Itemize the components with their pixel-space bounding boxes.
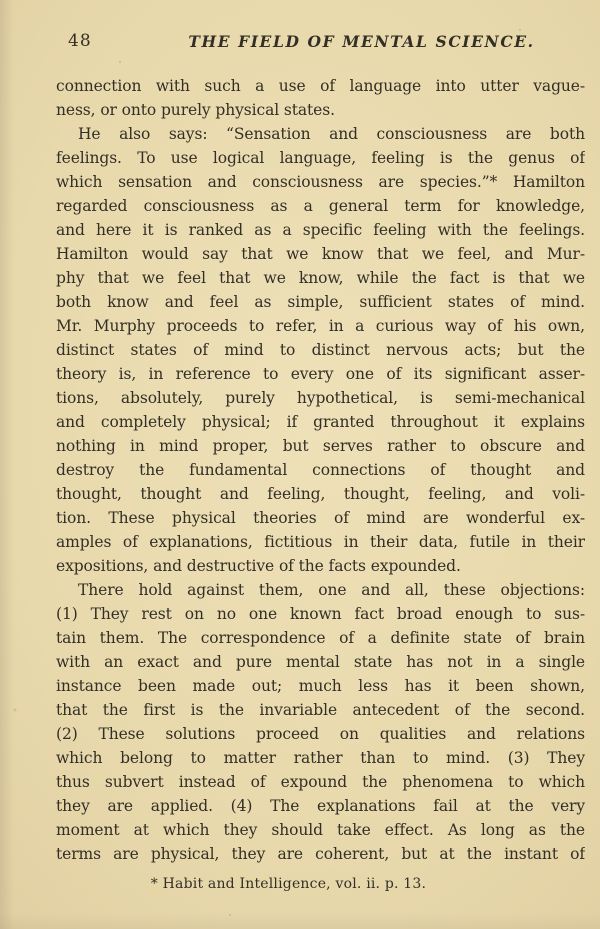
body-line: with an exact and pure mental state has not in a single bbox=[56, 653, 585, 671]
body-line: theory is, in reference to every one of its significant asser- bbox=[56, 365, 585, 383]
body-line: instance been made out; much less has it been shown, bbox=[56, 677, 585, 695]
body-line: ness, or onto purely physical states. bbox=[56, 101, 335, 119]
body-line: which belong to matter rather than to mind. (3) They bbox=[56, 749, 585, 767]
body-line: There hold against them, one and all, these objections: bbox=[78, 581, 585, 599]
page-number: 48 bbox=[68, 31, 92, 51]
running-header bbox=[56, 31, 585, 55]
body-line: regarded consciousness as a general term for knowledge, bbox=[56, 197, 585, 215]
body-lines bbox=[56, 74, 585, 866]
running-head-title: THE FIELD OF MENTAL SCIENCE. bbox=[188, 32, 535, 51]
body-line: and here it is ranked as a specific feeling with the feelings. bbox=[56, 221, 585, 239]
body-line: nothing in mind proper, but serves rather to obscure and bbox=[56, 437, 585, 455]
body-line: He also says: “Sensation and consciousness are both bbox=[78, 125, 585, 143]
body-line: tion. These physical theories of mind are wonderful ex- bbox=[56, 509, 585, 527]
body-line: both know and feel as simple, sufficient states of mind. bbox=[56, 293, 585, 311]
body-line: (1) They rest on no one known fact broad enough to sus- bbox=[56, 605, 585, 623]
body-line: distinct states of mind to distinct nervous acts; but the bbox=[56, 341, 585, 359]
body-line: which sensation and consciousness are species.”* Hamilton bbox=[56, 173, 585, 191]
body-line: (2) These solutions proceed on qualities and relations bbox=[56, 725, 585, 743]
body-line: that the first is the invariable antecedent of the second. bbox=[56, 701, 585, 719]
body-line: thus subvert instead of expound the phenomena to which bbox=[56, 773, 585, 791]
body-line: Mr. Murphy proceeds to refer, in a curious way of his own, bbox=[56, 317, 585, 335]
body-line: thought, thought and feeling, thought, feeling, and voli- bbox=[56, 485, 585, 503]
body-line: terms are physical, they are coherent, but at the instant of bbox=[56, 845, 585, 863]
footnote: * Habit and Intelligence, vol. ii. p. 13. bbox=[150, 876, 427, 892]
body-line: tain them. The correspondence of a definite state of brain bbox=[56, 629, 585, 647]
body-line: tions, absolutely, purely hypothetical, is semi-mechanical bbox=[56, 389, 585, 407]
body-line: they are applied. (4) The explanations fail at the very bbox=[56, 797, 585, 815]
body-line: feelings. To use logical language, feeling is the genus of bbox=[56, 149, 585, 167]
body-line: moment at which they should take effect. As long as the bbox=[56, 821, 585, 839]
body-line: destroy the fundamental connections of thought and bbox=[56, 461, 585, 479]
body-line: Hamilton would say that we know that we feel, and Mur- bbox=[56, 245, 585, 263]
body-line: expositions, and destructive of the facts expounded. bbox=[56, 557, 461, 575]
body-line: connection with such a use of language into utter vague- bbox=[56, 77, 585, 95]
body-line: amples of explanations, fictitious in their data, futile in their bbox=[56, 533, 585, 551]
body-line: phy that we feel that we know, while the fact is that we bbox=[56, 269, 585, 287]
body-line: and completely physical; if granted throughout it explains bbox=[56, 413, 585, 431]
